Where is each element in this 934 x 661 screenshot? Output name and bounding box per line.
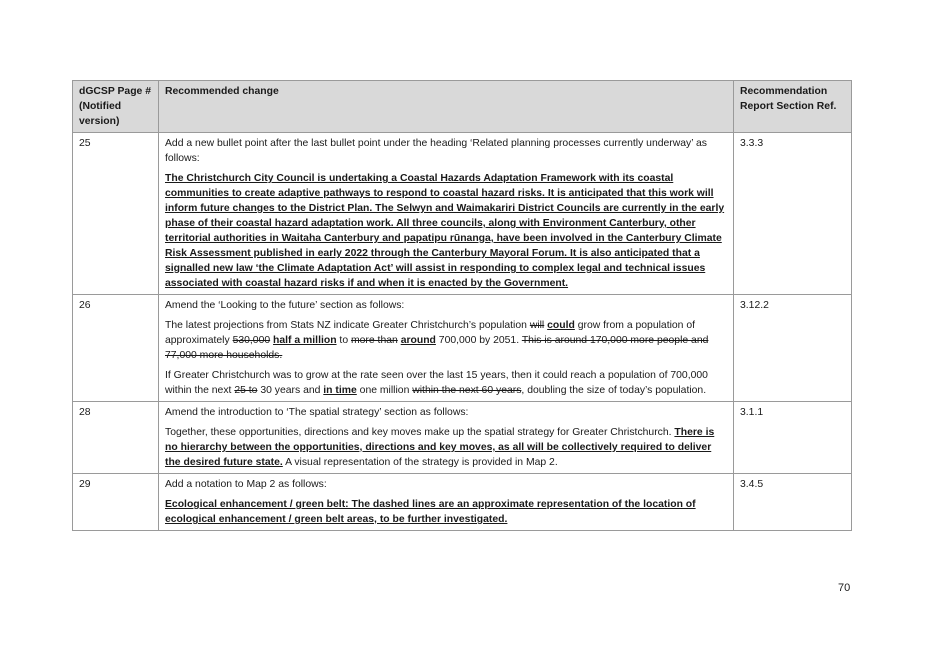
text: 30 years and [257, 385, 324, 396]
inserted-text: half a million [273, 335, 337, 346]
recommendations-table [72, 80, 852, 531]
deleted-text: 25 to [234, 385, 258, 396]
text: Together, these opportunities, directions and key moves make up the spatial strategy for Greater Christchurch. [165, 427, 675, 438]
header-ref: Recommendation Report Section Ref. [734, 81, 852, 133]
inserted-text: in time [323, 385, 357, 396]
text: The latest projections from Stats NZ indicate Greater Christchurch’s population [165, 320, 530, 331]
table-row [73, 133, 852, 295]
row-page-number: 26 [73, 295, 159, 402]
row-section-ref: 3.12.2 [734, 295, 852, 402]
row-page-number: 29 [73, 474, 159, 531]
row-section-ref: 3.1.1 [734, 402, 852, 474]
inserted-text: could [547, 320, 575, 331]
change-paragraph [165, 318, 727, 363]
header-change: Recommended change [159, 81, 734, 133]
table-row [73, 295, 852, 402]
change-intro: Amend the ‘Looking to the future’ section as follows: [165, 300, 405, 311]
row-change [159, 295, 734, 402]
inserted-text: around [400, 335, 436, 346]
row-section-ref: 3.3.3 [734, 133, 852, 295]
table-row [73, 474, 852, 531]
row-change [159, 402, 734, 474]
text: , doubling the size of today’s population. [521, 385, 707, 396]
row-page-number: 28 [73, 402, 159, 474]
inserted-text: The Christchurch City Council is undertaking a Coastal Hazards Adaptation Framework with its coastal communities to create adaptive pathways to respond to coastal hazard risks. It is anticipated that this work will inform future changes to the District Plan. The Selwyn and Waimakariri District Councils are currently in the early phase of their coastal hazard adaptation work. All three councils, along with Environment Canterbury, other territorial authorities in Waitaha Canterbury and papatipu rūnanga, have been involved in the Canterbury Climate Risk Assessment published in early 2022 through the Canterbury Mayoral Forum. It is also anticipated that a signalled new law ‘the Climate Adaptation Act’ will assist in responding to complex legal and technical issues associated with coastal hazard risks if and when it is enacted by the Government. [165, 173, 725, 289]
page-number: 70 [838, 582, 851, 594]
text: A visual representation of the strategy is provided in Map 2. [282, 457, 558, 468]
row-change [159, 133, 734, 295]
change-intro: Add a notation to Map 2 as follows: [165, 479, 327, 490]
change-paragraph [165, 368, 727, 398]
text: If Greater Christchurch was to grow at the rate seen over the last 15 years, then it could reach a population of 700,000 within the next [165, 370, 708, 396]
table-header-row [73, 81, 852, 133]
row-change [159, 474, 734, 531]
deleted-text: This is around 170,000 more people and 77,000 more households. [165, 335, 709, 361]
deleted-text: 530,000 [232, 335, 271, 346]
change-intro: Amend the introduction to ‘The spatial strategy’ section as follows: [165, 407, 469, 418]
deleted-text: within the next 60 years [412, 385, 522, 396]
text: to [336, 335, 351, 346]
row-page-number: 25 [73, 133, 159, 295]
text: 700,000 by 2051. [435, 335, 522, 346]
inserted-text: Ecological enhancement / green belt: The dashed lines are an approximate representation of the location of ecological enhancement / green belt areas, to be further investigated. [165, 499, 696, 525]
deleted-text: will [529, 320, 545, 331]
table-row [73, 402, 852, 474]
inserted-text: There is no hierarchy between the opportunities, directions and key moves, as all will be collectively required to deliver the desired future state. [165, 427, 715, 468]
change-paragraph [165, 425, 727, 470]
text: grow from a population of approximately [165, 320, 695, 346]
header-page: dGCSP Page # (Notified version) [73, 81, 159, 133]
deleted-text: more than [351, 335, 398, 346]
change-intro: Add a new bullet point after the last bullet point under the heading ‘Related planning processes currently underway’ as follows: [165, 138, 708, 164]
row-section-ref: 3.4.5 [734, 474, 852, 531]
text: one million [356, 385, 413, 396]
